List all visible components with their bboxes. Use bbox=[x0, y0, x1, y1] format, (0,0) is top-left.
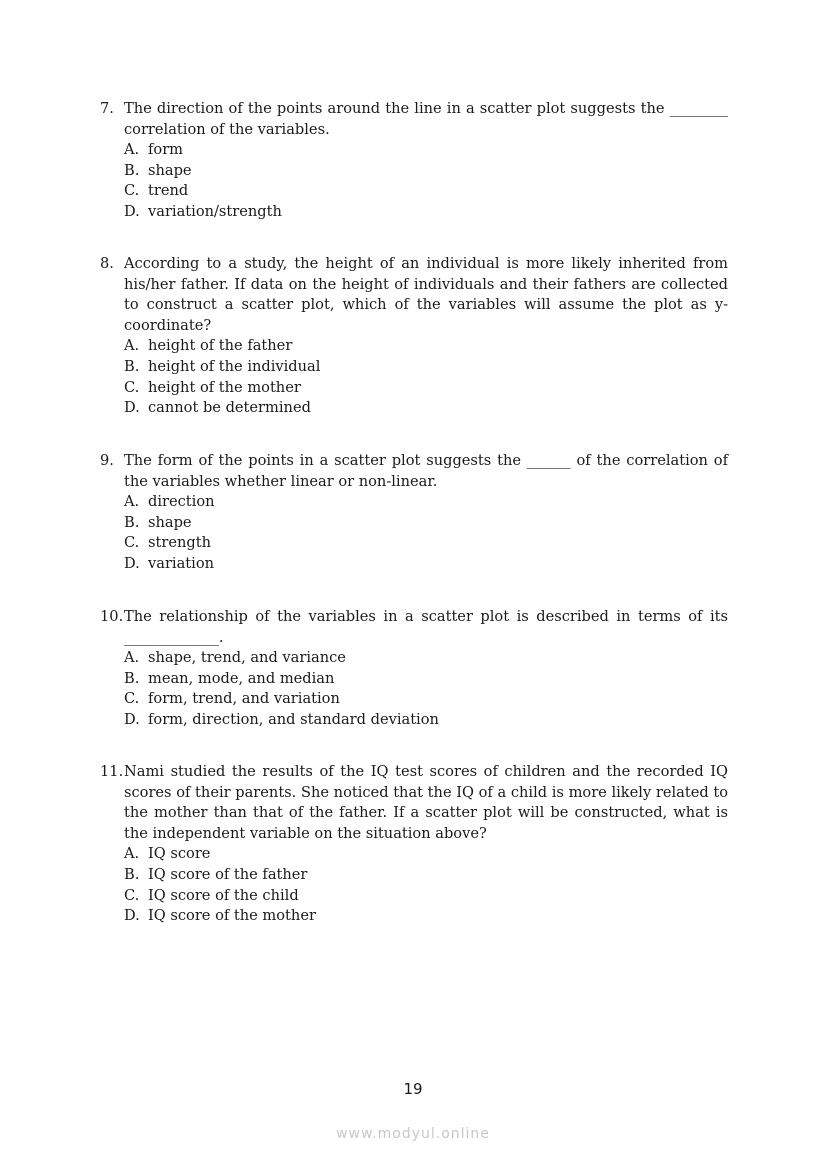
question-text: According to a study, the height of an individual is more likely inherited from his/her father. If data on the height of individuals and their fathers are collected to construct a scatter plot, which of the variables will assume the plot as y-coordinate? bbox=[124, 255, 728, 334]
option-d: D. variation/strength bbox=[124, 202, 282, 220]
page-number: 19 bbox=[403, 1080, 423, 1098]
option-b: B. shape bbox=[124, 161, 192, 179]
option-c: C. form, trend, and variation bbox=[124, 690, 340, 708]
option-a: A. height of the father bbox=[124, 337, 293, 355]
question-number: 10. bbox=[100, 608, 124, 625]
option-c: C. height of the mother bbox=[124, 378, 301, 396]
question-8 bbox=[100, 254, 728, 419]
option-c: C. trend bbox=[124, 182, 189, 200]
option-a: A. shape, trend, and variance bbox=[124, 649, 346, 667]
watermark: www.modyul.online bbox=[336, 1126, 490, 1142]
question-stem bbox=[100, 99, 728, 140]
option-d: D. variation bbox=[124, 554, 215, 572]
option-a: A. direction bbox=[124, 493, 215, 511]
question-10 bbox=[100, 607, 728, 731]
question-number: 9. bbox=[100, 452, 114, 469]
question-text: Nami studied the results of the IQ test scores of children and the recorded IQ scores of their parents. She noticed that the IQ of a child is more likely related to the mother than that of the father. If a scatter plot will be constructed, what is the independent variable on the situation above? bbox=[124, 763, 728, 842]
options-list bbox=[124, 492, 728, 574]
option-d: D. IQ score of the mother bbox=[124, 907, 316, 925]
question-7 bbox=[100, 99, 728, 223]
options-list bbox=[124, 336, 728, 418]
question-text: The direction of the points around the line in a scatter plot suggests the ________ correlation of the variables. bbox=[124, 100, 728, 138]
question-11 bbox=[100, 762, 728, 927]
question-number: 8. bbox=[100, 255, 114, 272]
question-stem bbox=[100, 607, 728, 648]
options-list bbox=[124, 844, 728, 926]
option-b: B. IQ score of the father bbox=[124, 865, 308, 883]
option-a: A. form bbox=[124, 141, 184, 159]
option-d: D. form, direction, and standard deviation bbox=[124, 710, 439, 728]
options-list bbox=[124, 140, 728, 222]
question-number: 11. bbox=[100, 763, 124, 780]
question-stem bbox=[100, 254, 728, 336]
option-b: B. mean, mode, and median bbox=[124, 669, 335, 687]
options-list bbox=[124, 648, 728, 730]
option-b: B. shape bbox=[124, 513, 192, 531]
question-text: The form of the points in a scatter plot suggests the ______ of the correlation of the variables whether linear or non-linear. bbox=[124, 452, 728, 490]
option-d: D. cannot be determined bbox=[124, 399, 311, 417]
question-stem bbox=[100, 451, 728, 492]
question-9 bbox=[100, 451, 728, 575]
option-b: B. height of the individual bbox=[124, 357, 321, 375]
question-stem bbox=[100, 762, 728, 844]
option-a: A. IQ score bbox=[124, 845, 211, 863]
question-number: 7. bbox=[100, 100, 114, 117]
option-c: C. IQ score of the child bbox=[124, 886, 299, 904]
option-c: C. strength bbox=[124, 534, 211, 552]
question-text: The relationship of the variables in a scatter plot is described in terms of its _____________. bbox=[124, 608, 728, 646]
